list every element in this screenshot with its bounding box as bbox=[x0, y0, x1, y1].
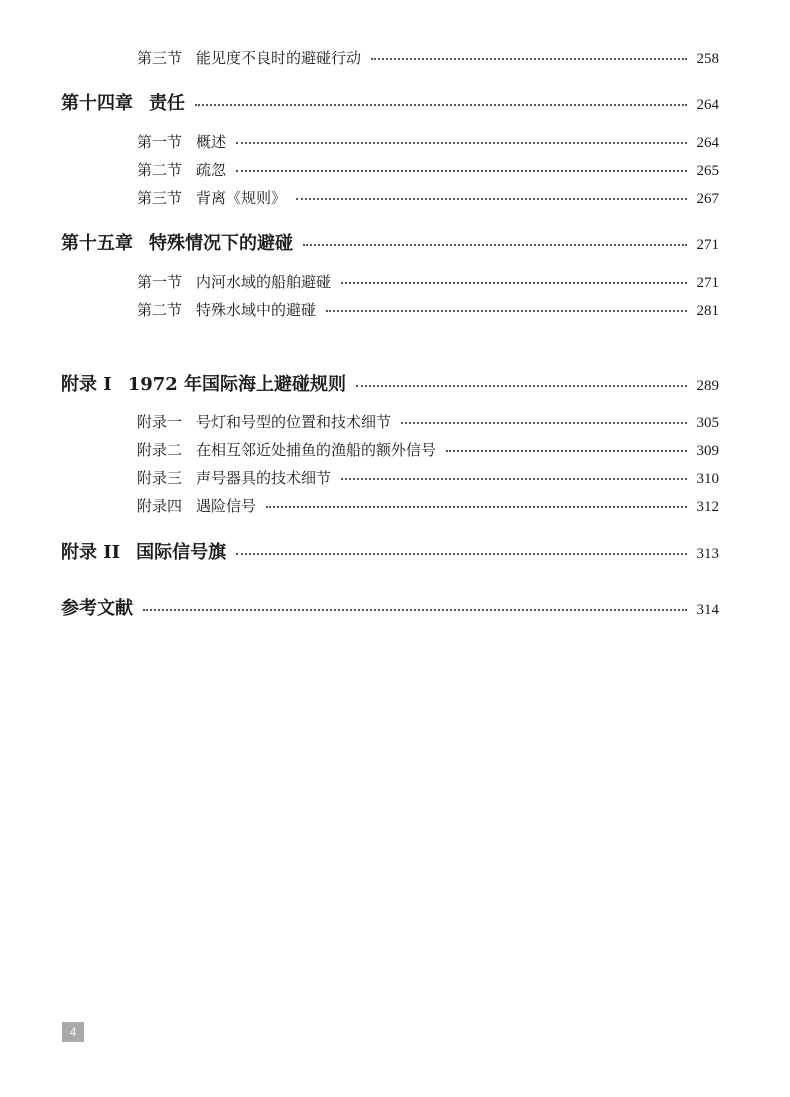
dot-leader bbox=[236, 141, 686, 144]
entry-number: 第三节 bbox=[137, 189, 183, 207]
toc-entry bbox=[137, 187, 719, 209]
dot-leader bbox=[236, 169, 686, 172]
entry-number: 附录 II bbox=[61, 542, 121, 563]
entry-number: 附录二 bbox=[137, 441, 183, 459]
entry-title: 特殊情况下的避碰 bbox=[149, 233, 293, 254]
toc-appendix-entry bbox=[61, 370, 719, 395]
entry-title: 特殊水域中的避碰 bbox=[196, 301, 317, 319]
entry-number: 第一节 bbox=[137, 133, 183, 151]
entry-title: 1972 年国际海上避碰规则 bbox=[127, 374, 347, 395]
toc-entry bbox=[137, 159, 719, 181]
entry-title: 国际信号旗 bbox=[136, 542, 227, 563]
entry-number: 第一节 bbox=[137, 273, 183, 291]
entry-page: 264 bbox=[696, 97, 719, 113]
entry-title: 遇险信号 bbox=[196, 497, 257, 515]
entry-title: 概述 bbox=[196, 133, 227, 151]
entry-page: 313 bbox=[696, 546, 719, 562]
entry-title: 背离《规则》 bbox=[196, 189, 287, 207]
entry-page: 289 bbox=[696, 378, 719, 394]
dot-leader bbox=[371, 57, 686, 60]
dot-leader bbox=[446, 449, 686, 452]
entry-page: 281 bbox=[696, 303, 719, 319]
entry-number: 附录三 bbox=[137, 469, 183, 487]
toc-appendix-entry bbox=[61, 538, 719, 563]
entry-number: 第二节 bbox=[137, 161, 183, 179]
toc-entry bbox=[137, 495, 719, 517]
entry-number: 附录四 bbox=[137, 497, 183, 515]
dot-leader bbox=[303, 243, 687, 246]
entry-title: 号灯和号型的位置和技术细节 bbox=[196, 413, 392, 431]
entry-page: 267 bbox=[696, 191, 719, 207]
entry-title: 参考文献 bbox=[61, 598, 133, 619]
toc-references-entry bbox=[61, 594, 719, 619]
entry-page: 258 bbox=[696, 51, 719, 67]
entry-number: 附录 I bbox=[61, 374, 112, 395]
entry-title: 疏忽 bbox=[196, 161, 227, 179]
entry-title: 在相互邻近处捕鱼的渔船的额外信号 bbox=[196, 441, 437, 459]
page-number-tab: 4 bbox=[62, 1022, 84, 1042]
entry-title: 能见度不良时的避碰行动 bbox=[196, 49, 362, 67]
toc-entry bbox=[137, 299, 719, 321]
dot-leader bbox=[341, 281, 686, 284]
entry-page: 309 bbox=[696, 443, 719, 459]
toc-entry bbox=[137, 467, 719, 489]
entry-page: 265 bbox=[696, 163, 719, 179]
dot-leader bbox=[195, 103, 687, 106]
dot-leader bbox=[326, 309, 686, 312]
entry-page: 305 bbox=[696, 415, 719, 431]
entry-page: 314 bbox=[696, 602, 719, 618]
toc-entry bbox=[137, 271, 719, 293]
dot-leader bbox=[356, 384, 686, 387]
entry-title: 内河水域的船舶避碰 bbox=[196, 273, 332, 291]
dot-leader bbox=[266, 505, 686, 508]
toc-chapter-entry bbox=[61, 89, 719, 114]
dot-leader bbox=[296, 197, 686, 200]
toc-chapter-entry bbox=[61, 229, 719, 254]
entry-page: 271 bbox=[696, 237, 719, 253]
entry-page: 310 bbox=[696, 471, 719, 487]
entry-number: 第二节 bbox=[137, 301, 183, 319]
entry-title: 责任 bbox=[149, 93, 185, 114]
dot-leader bbox=[341, 477, 686, 480]
dot-leader bbox=[143, 608, 687, 611]
entry-page: 271 bbox=[696, 275, 719, 291]
entry-number: 附录一 bbox=[137, 413, 183, 431]
entry-title: 声号器具的技术细节 bbox=[196, 469, 332, 487]
toc-entry bbox=[137, 411, 719, 433]
entry-number: 第三节 bbox=[137, 49, 183, 67]
toc-entry bbox=[137, 131, 719, 153]
dot-leader bbox=[236, 552, 686, 555]
toc-entry bbox=[137, 439, 719, 461]
toc-entry bbox=[137, 47, 719, 69]
entry-number: 第十五章 bbox=[61, 233, 133, 254]
entry-page: 312 bbox=[696, 499, 719, 515]
dot-leader bbox=[401, 421, 686, 424]
entry-page: 264 bbox=[696, 135, 719, 151]
entry-number: 第十四章 bbox=[61, 93, 133, 114]
